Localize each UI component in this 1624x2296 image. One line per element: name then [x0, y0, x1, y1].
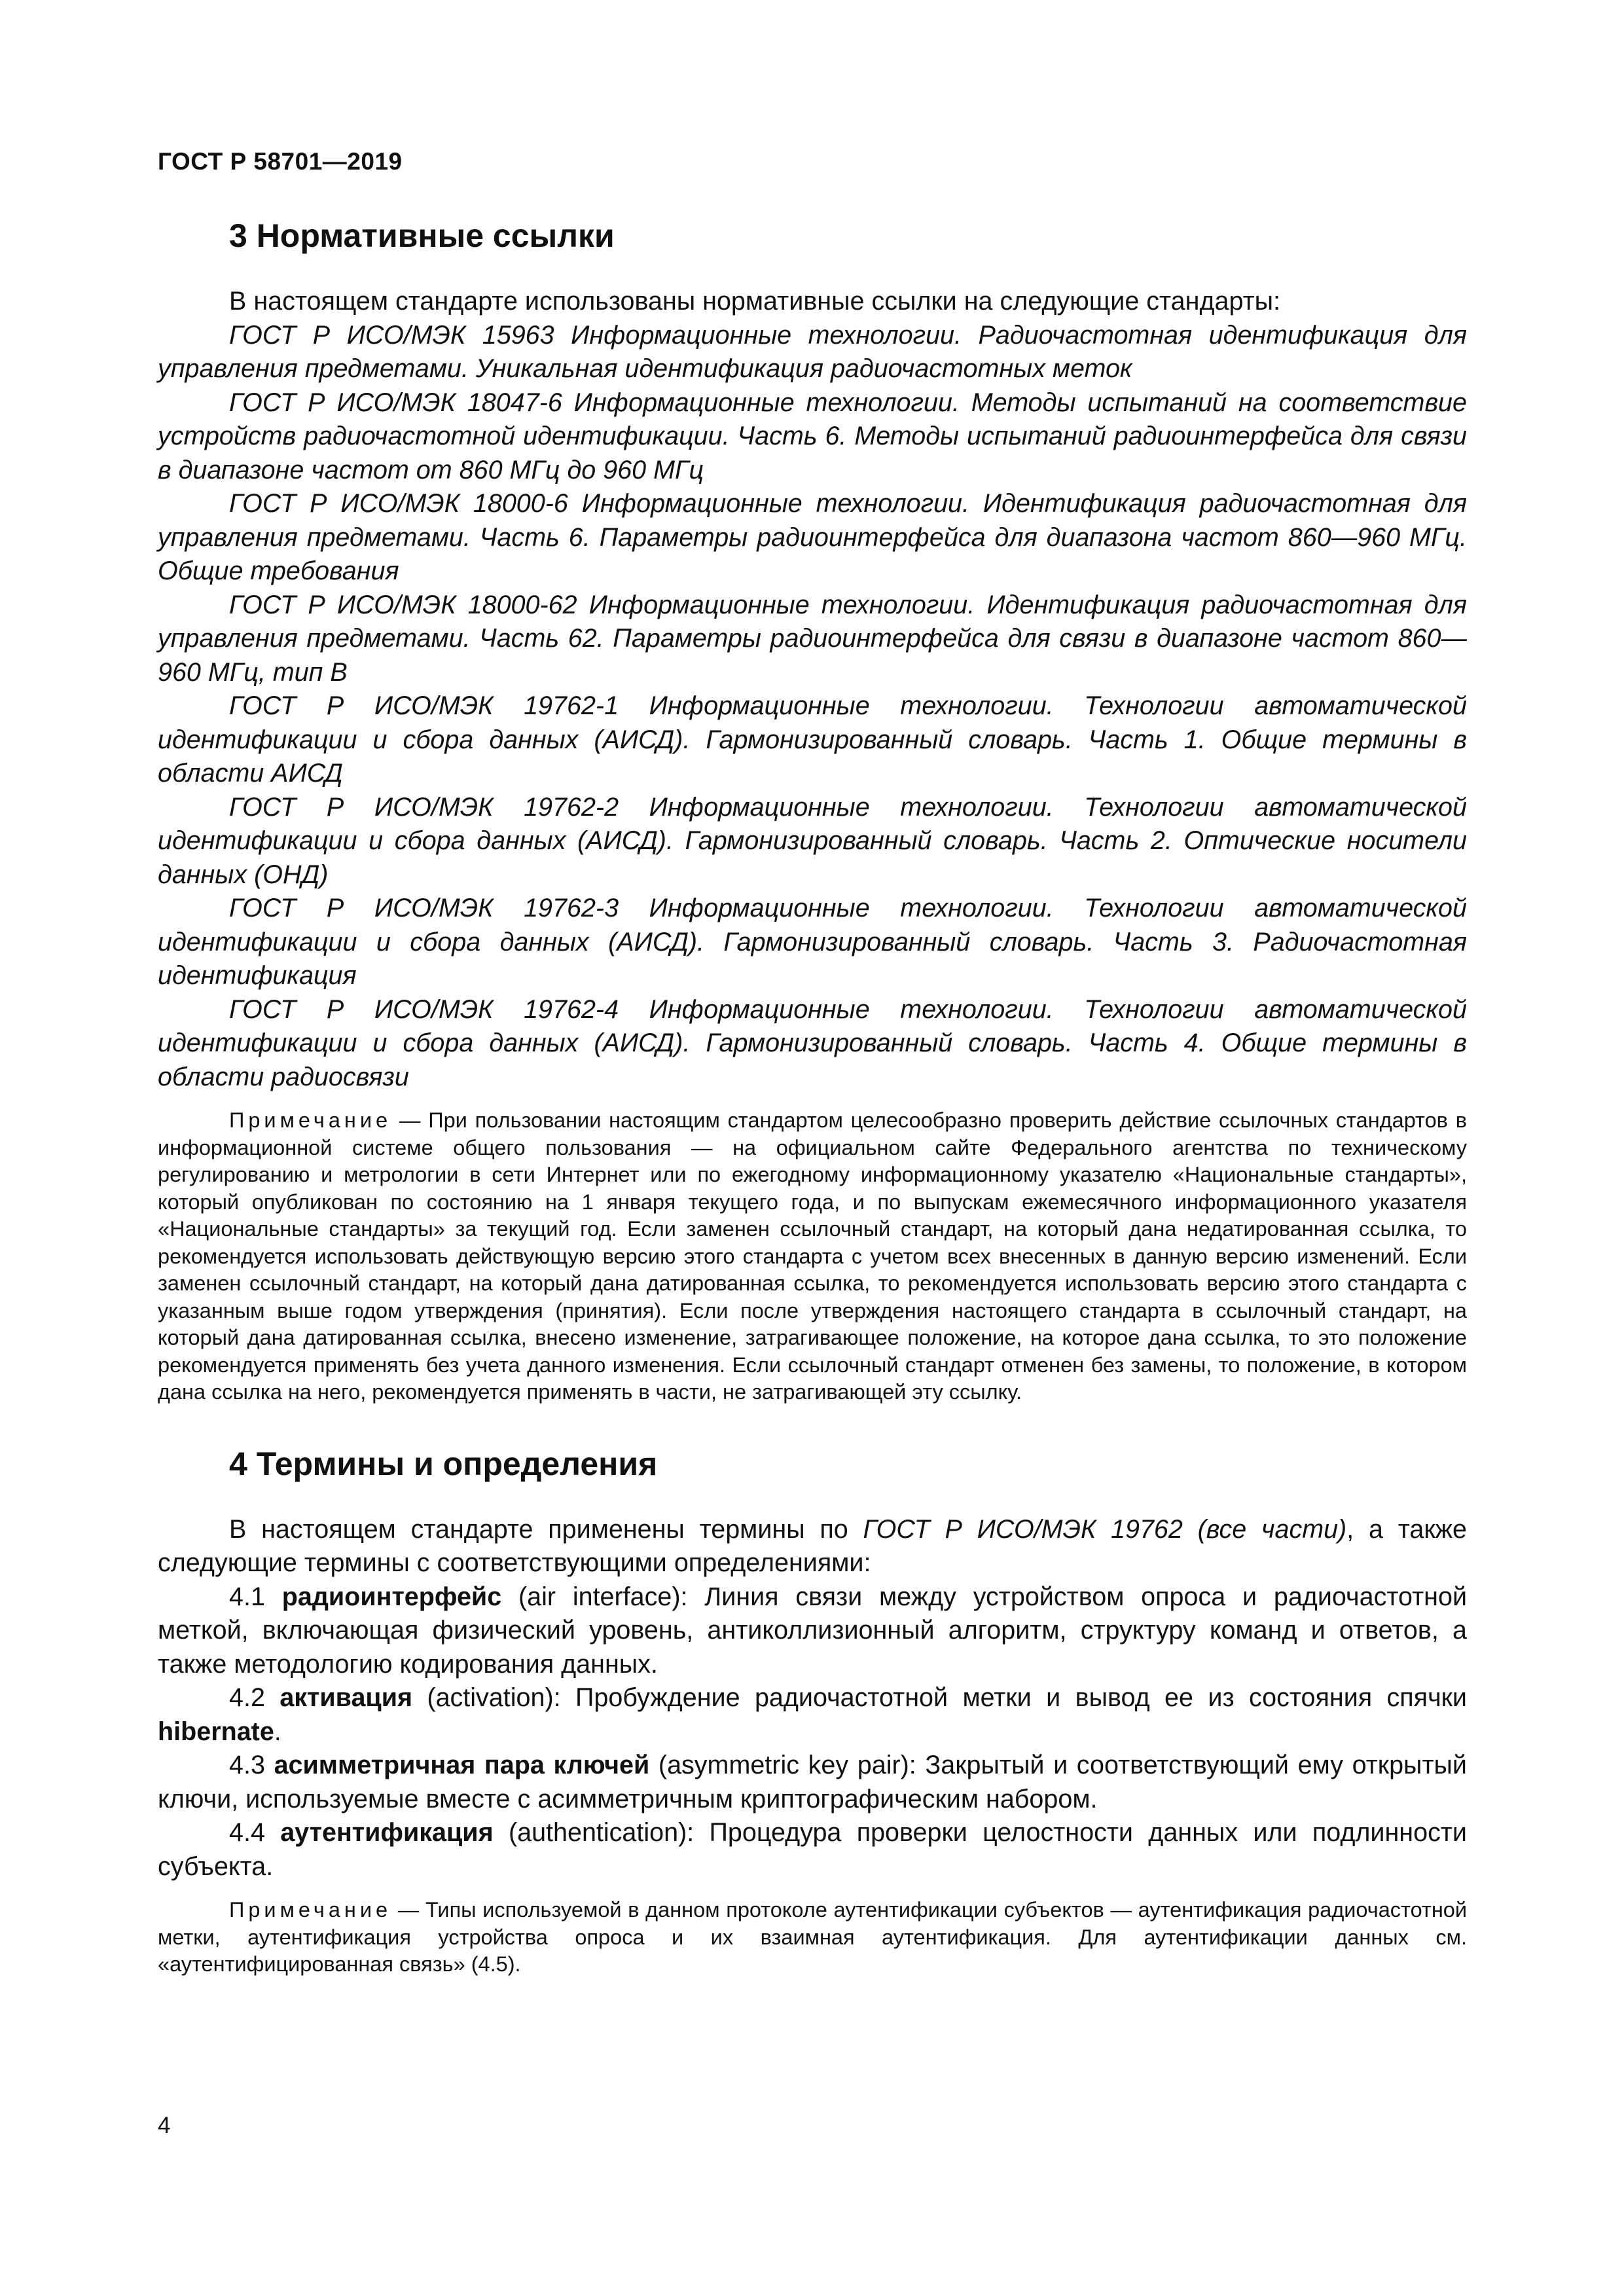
section-4-title: 4 Термины и определения: [229, 1445, 658, 1482]
term-entry: [158, 1816, 1467, 1884]
reference-item: ГОСТ Р ИСО/МЭК 18000-62 Информационные технологии. Идентификация радиочастотная для управления предметами. Часть 62. Параметры радиоинтерфейса для связи в диапазоне частот 860—960 МГц, тип В: [158, 590, 1467, 687]
term-entry: [158, 1580, 1467, 1682]
term-name: активация: [280, 1683, 413, 1712]
section-3-note: [158, 1107, 1467, 1406]
term-number: 4.4: [229, 1818, 281, 1847]
term-number: 4.3: [229, 1751, 274, 1779]
term-bold-word: hibernate: [158, 1717, 274, 1746]
section-3-title: 3 Нормативные ссылки: [229, 217, 615, 254]
note-text: — При пользовании настоящим стандартом целесообразно проверить действие ссылочных стандартов в информационной системе общего пользования — на официальном сайте Федерального агентства по техническому регулированию и метрологии в сети Интернет или по ежегодному информационному указателю «Национальные стандарты», который опубликован по состоянию на 1 января текущего года, и по выпускам ежемесячного информационного указателя «Национальные стандарты» за текущий год. Если заменен ссылочный стандарт, на который дана недатированная ссылка, то рекомендуется использовать действующую версию этого стандарта с учетом всех внесенных в данную версию изменений. Если заменен ссылочный стандарт, на который дана датированная ссылка, то рекомендуется использовать версию этого стандарта с указанным выше годом утверждения (принятия). Если после утверждения настоящего стандарта в ссылочный стандарт, на который дана датированная ссылка, внесено изменение, затрагивающее положение, на которое дана ссылка, то это положение рекомендуется применять без учета данного изменения. Если ссылочный стандарт отменен без замены, то положение, в котором дана ссылка на него, рекомендуется применять в части, не затрагивающей эту ссылку.: [158, 1108, 1467, 1404]
section-3-intro: В настоящем стандарте использованы нормативные ссылки на следующие стандарты:: [229, 287, 1281, 316]
term-number: 4.2: [229, 1683, 280, 1712]
reference-item: ГОСТ Р ИСО/МЭК 18000-6 Информационные технологии. Идентификация радиочастотная для управления предметами. Часть 6. Параметры радиоинтерфейса для диапазона частот 860—960 МГц. Общие требования: [158, 489, 1467, 585]
standard-id: ГОСТ Р 58701—2019: [158, 148, 403, 175]
page-number: 4: [158, 2113, 171, 2138]
term-number: 4.1: [229, 1582, 282, 1611]
note-text: — Типы используемой в данном протоколе аутентификации субъектов — аутентификация радиочастотной метки, аутентификация устройства опроса и их взаимная аутентификация. Для аутентификации данных см. «аутентифицированная связь» (4.5).: [158, 1898, 1467, 1976]
term-definition: (authentication): Процедура проверки целостности данных или подлинности субъекта.: [158, 1818, 1467, 1881]
intro-text: , а также следующие термины с соответствующими определениями:: [158, 1514, 1467, 1577]
reference-item: ГОСТ Р ИСО/МЭК 19762-1 Информационные технологии. Технологии автоматической идентификации и сбора данных (АИСД). Гармонизированный словарь. Часть 1. Общие термины в области АИСД: [158, 691, 1467, 788]
reference-item: ГОСТ Р ИСО/МЭК 15963 Информационные технологии. Радиочастотная идентификация для управления предметами. Уникальная идентификация радиочастотных меток: [158, 320, 1467, 383]
reference-item: ГОСТ Р ИСО/МЭК 19762-4 Информационные технологии. Технологии автоматической идентификации и сбора данных (АИСД). Гармонизированный словарь. Часть 4. Общие термины в области радиосвязи: [158, 994, 1467, 1091]
term-definition: (activation): Пробуждение радиочастотной метки и вывод ее из состояния спячки: [412, 1683, 1467, 1712]
reference-item: ГОСТ Р ИСО/МЭК 19762-2 Информационные технологии. Технологии автоматической идентификации и сбора данных (АИСД). Гармонизированный словарь. Часть 2. Оптические носители данных (ОНД): [158, 792, 1467, 889]
term-suffix: .: [274, 1717, 281, 1746]
section-4-intro: [158, 1513, 1467, 1580]
term-name: асимметричная пара ключей: [274, 1751, 650, 1779]
note-label: Примечание: [229, 1898, 392, 1922]
reference-item: ГОСТ Р ИСО/МЭК 19762-3 Информационные технологии. Технологии автоматической идентификации и сбора данных (АИСД). Гармонизированный словарь. Часть 3. Радиочастотная идентификация: [158, 894, 1467, 990]
term-definition: (asymmetric key pair): Закрытый и соответствующий ему открытый ключи, используемые вместе с асимметричным криптографическим набором.: [158, 1751, 1467, 1813]
term-entry: [158, 1681, 1467, 1749]
section-4-note: [158, 1897, 1467, 1978]
term-entry: [158, 1749, 1467, 1816]
intro-text: В настоящем стандарте применены термины по: [229, 1514, 863, 1544]
page-content: [158, 216, 1467, 1978]
term-name: аутентификация: [280, 1818, 494, 1847]
reference-item: ГОСТ Р ИСО/МЭК 18047-6 Информационные технологии. Методы испытаний на соответствие устройств радиочастотной идентификации. Часть 6. Методы испытаний радиоинтерфейса для связи в диапазоне частот от 860 МГц до 960 МГц: [158, 388, 1467, 484]
intro-reference: ГОСТ Р ИСО/МЭК 19762 (все части): [863, 1514, 1347, 1544]
term-definition: (air interface): Линия связи между устройством опроса и радиочастотной меткой, включающая физический уровень, антиколлизионный алгоритм, структуру команд и ответов, а также методологию кодирования данных.: [158, 1582, 1468, 1679]
note-label: Примечание: [229, 1108, 392, 1132]
term-name: радиоинтерфейс: [281, 1582, 502, 1611]
